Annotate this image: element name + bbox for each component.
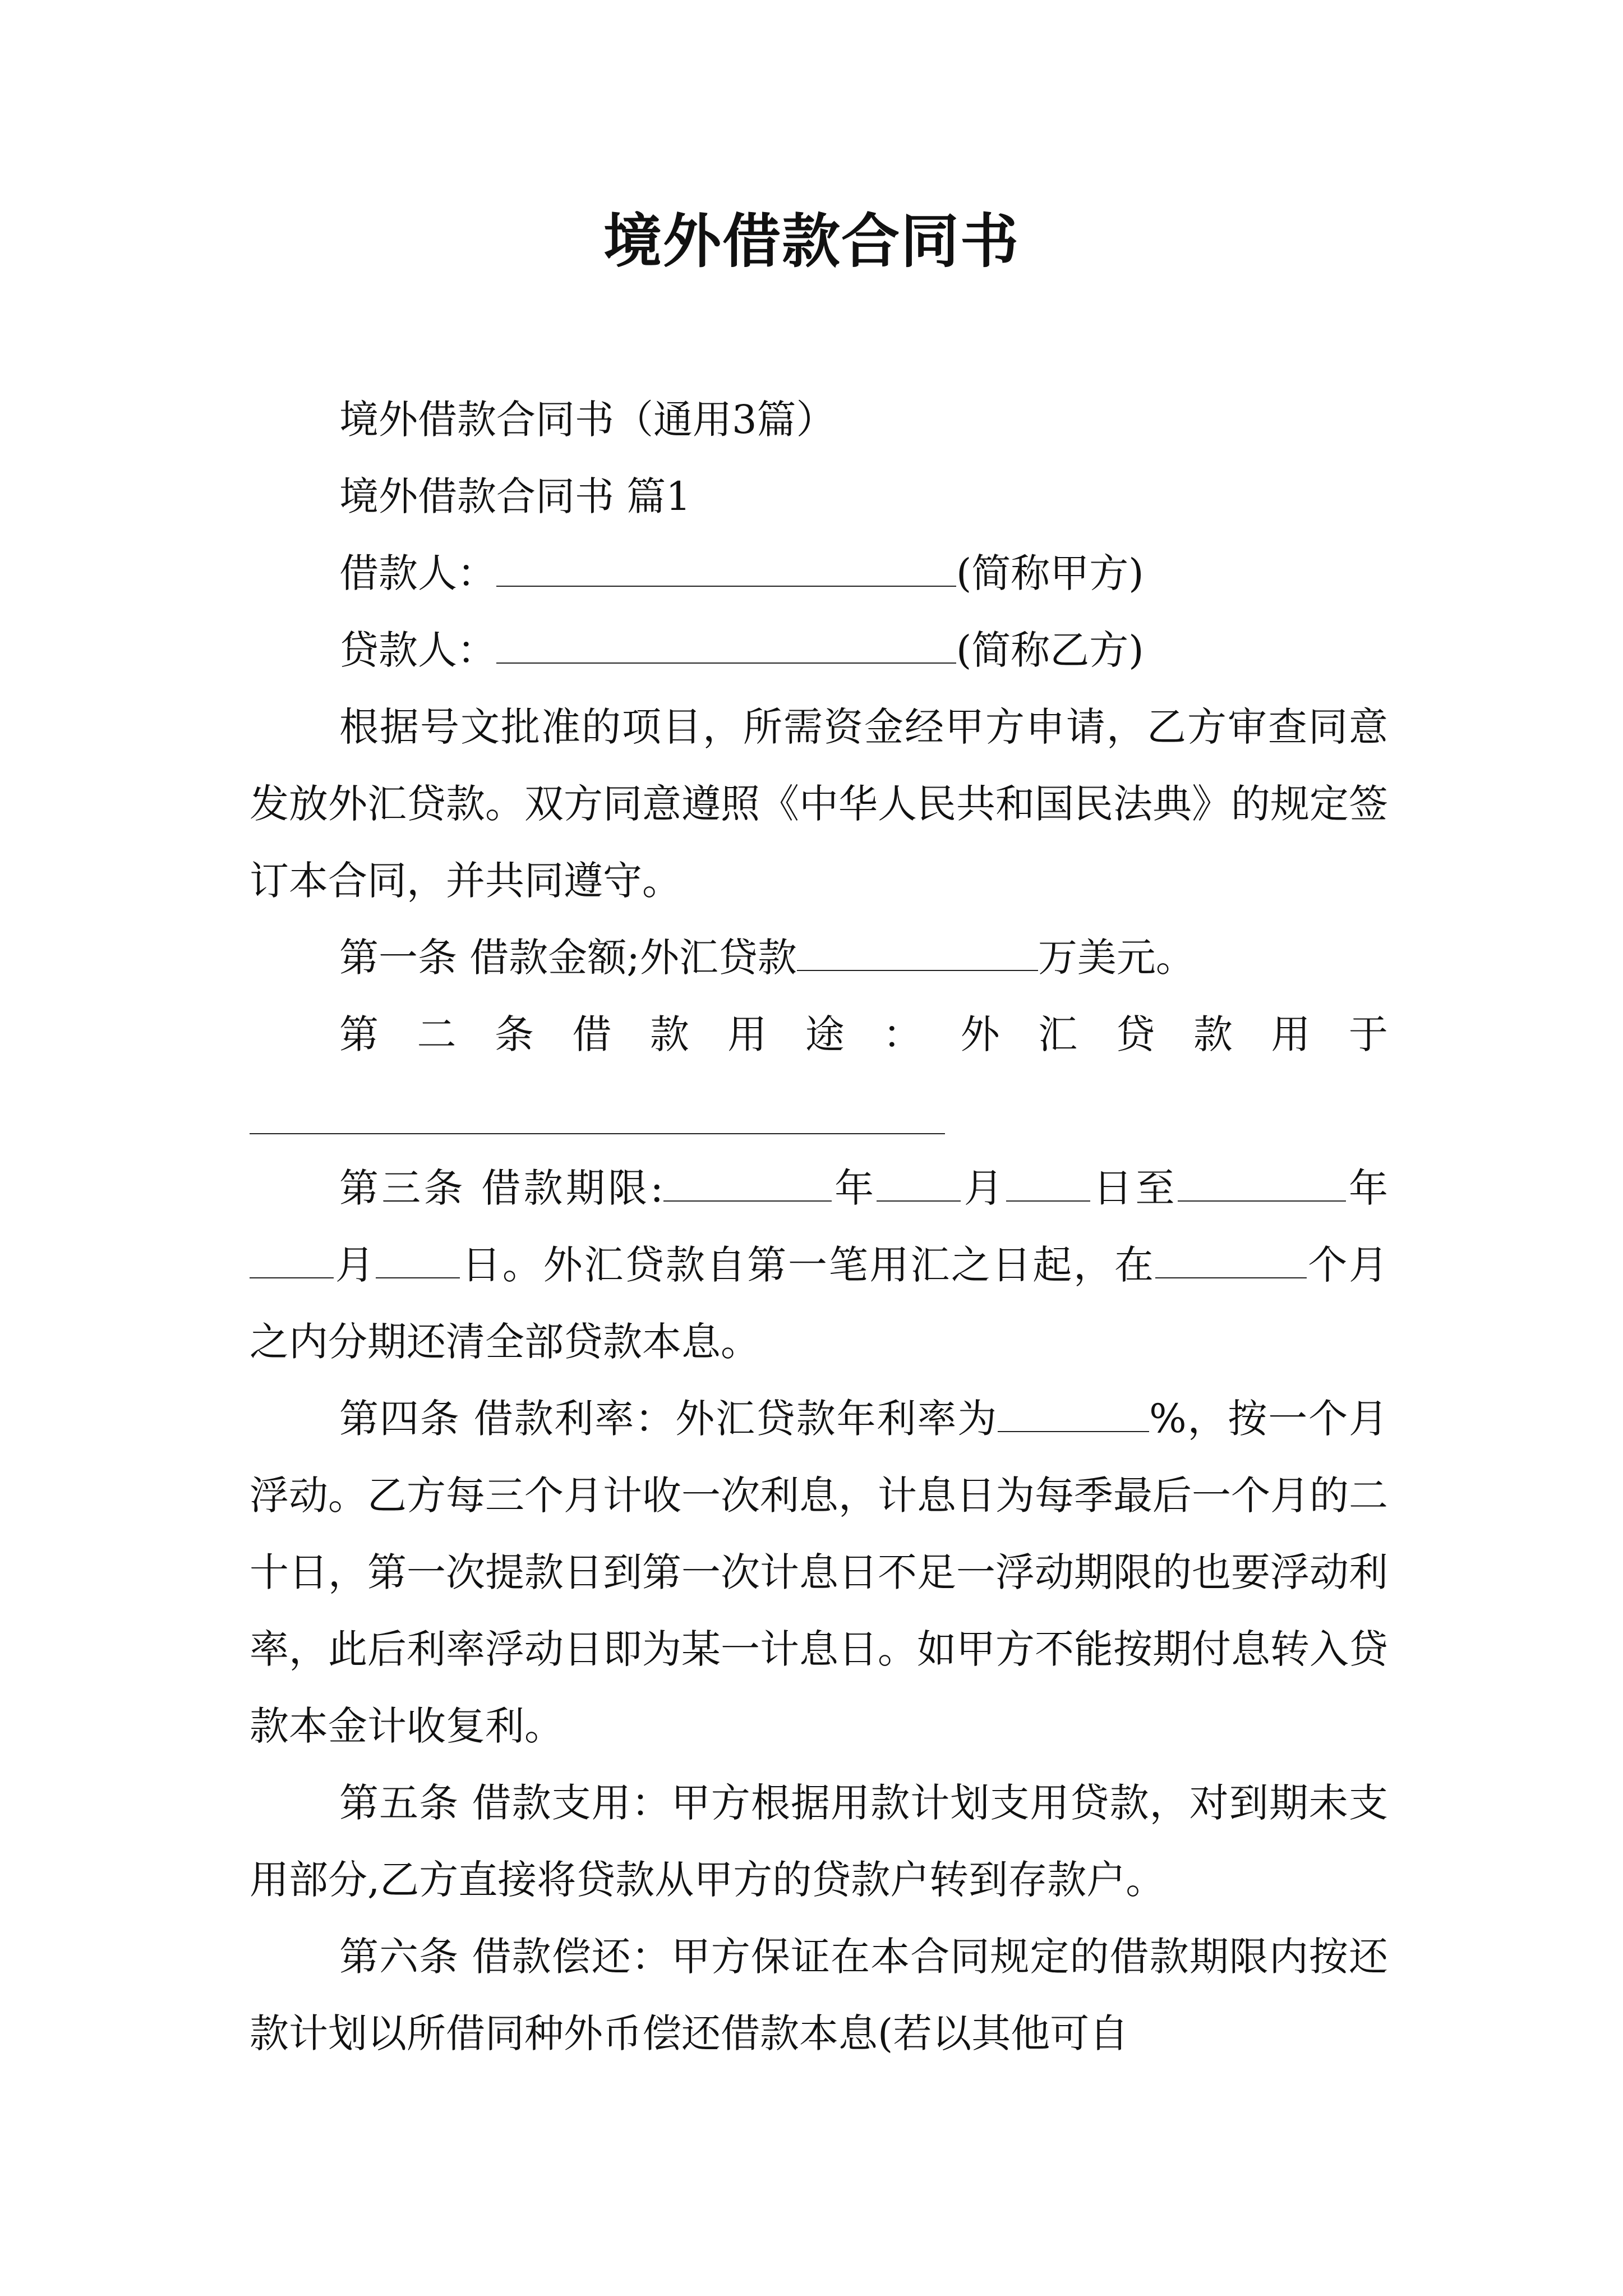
lender-suffix: (简称乙方) bbox=[956, 627, 1144, 673]
article-2-char: 条 bbox=[494, 1011, 534, 1057]
borrower-suffix: (简称甲方) bbox=[956, 550, 1144, 596]
end-day-blank bbox=[376, 1240, 460, 1279]
subtitle: 境外借款合同书（通用3篇） bbox=[339, 397, 836, 443]
article-2-char: ： bbox=[883, 1011, 923, 1057]
article-2-char: 用 bbox=[727, 1011, 767, 1057]
year-label: 年 bbox=[1345, 1165, 1389, 1211]
borrower-blank bbox=[496, 549, 956, 587]
article-2-char: 用 bbox=[1271, 1011, 1311, 1057]
day-to-label: 日至 bbox=[1090, 1165, 1178, 1211]
article-2-char: 款 bbox=[1193, 1011, 1233, 1057]
article-6: 第六条 借款偿还：甲方保证在本合同规定的借款期限内按还款计划以所借同种外币偿还借款本息(若以其他可自 bbox=[250, 1934, 1388, 2056]
start-day-blank bbox=[1006, 1163, 1090, 1202]
end-year-blank bbox=[1178, 1163, 1346, 1202]
lender-line bbox=[250, 612, 1388, 689]
article-3-middle: 日。外汇贷款自第一笔用汇之日起，在 bbox=[460, 1242, 1155, 1288]
loan-purpose-blank bbox=[250, 1096, 945, 1134]
article-4 bbox=[250, 1381, 1388, 1765]
article-2-char: 借 bbox=[572, 1011, 612, 1057]
loan-amount-blank bbox=[797, 933, 1038, 972]
article-3-prefix: 第三条 借款期限: bbox=[339, 1165, 663, 1211]
article-5: 第五条 借款支用：甲方根据用款计划支用贷款，对到期未支用部分,乙方直接将贷款从甲方的贷款户转到存款户。 bbox=[250, 1780, 1388, 1903]
article-1-prefix: 第一条 借款金额;外汇贷款 bbox=[339, 935, 797, 981]
article-3-end: 个月之内分期还清全部贷款本息。 bbox=[250, 1242, 1389, 1365]
article-2-char: 汇 bbox=[1038, 1011, 1078, 1057]
article-2 bbox=[250, 996, 1388, 1073]
loan-purpose-line bbox=[250, 1073, 1388, 1150]
intro-paragraph: 根据号文批准的项目，所需资金经甲方申请，乙方审查同意发放外汇贷款。双方同意遵照《中华人民共和国民法典》的规定签订本合同，并共同遵守。 bbox=[250, 704, 1388, 904]
month-label: 月 bbox=[961, 1165, 1006, 1211]
document-title: 境外借款合同书 bbox=[603, 206, 1020, 275]
article-2-char: 款 bbox=[649, 1011, 689, 1057]
months-blank bbox=[1155, 1240, 1307, 1279]
start-month-blank bbox=[877, 1163, 961, 1202]
document-body bbox=[250, 381, 1388, 2072]
article-3 bbox=[250, 1150, 1388, 1381]
article-2-char: 外 bbox=[960, 1011, 1000, 1057]
end-month-blank bbox=[250, 1240, 334, 1279]
article-1 bbox=[250, 919, 1388, 996]
article-2-char: 于 bbox=[1348, 1011, 1388, 1057]
interest-rate-blank bbox=[998, 1394, 1149, 1433]
article-4-prefix: 第四条 借款利率：外汇贷款年利率为 bbox=[339, 1396, 998, 1442]
year-label: 年 bbox=[831, 1165, 877, 1211]
month-label: 月 bbox=[334, 1242, 376, 1288]
article-2-char: 二 bbox=[417, 1011, 457, 1057]
article-4-rest: %，按一个月浮动。乙方每三个月计收一次利息，计息日为每季最后一个月的二十日，第一次提款日到第一次计息日不足一浮动期限的也要浮动利率，此后利率浮动日即为某一计息日。如甲方不能按期付息转入贷款本金计收复利。 bbox=[250, 1396, 1389, 1749]
article-2-char: 贷 bbox=[1115, 1011, 1155, 1057]
lender-label: 贷款人： bbox=[339, 627, 496, 673]
article-2-char: 第 bbox=[339, 1011, 379, 1057]
borrower-label: 借款人： bbox=[339, 550, 496, 596]
start-year-blank bbox=[663, 1163, 832, 1202]
lender-blank bbox=[496, 625, 956, 664]
borrower-line bbox=[250, 535, 1388, 612]
section-heading: 境外借款合同书 篇1 bbox=[339, 473, 691, 519]
article-1-suffix: 万美元。 bbox=[1038, 935, 1195, 981]
article-2-char: 途 bbox=[805, 1011, 845, 1057]
